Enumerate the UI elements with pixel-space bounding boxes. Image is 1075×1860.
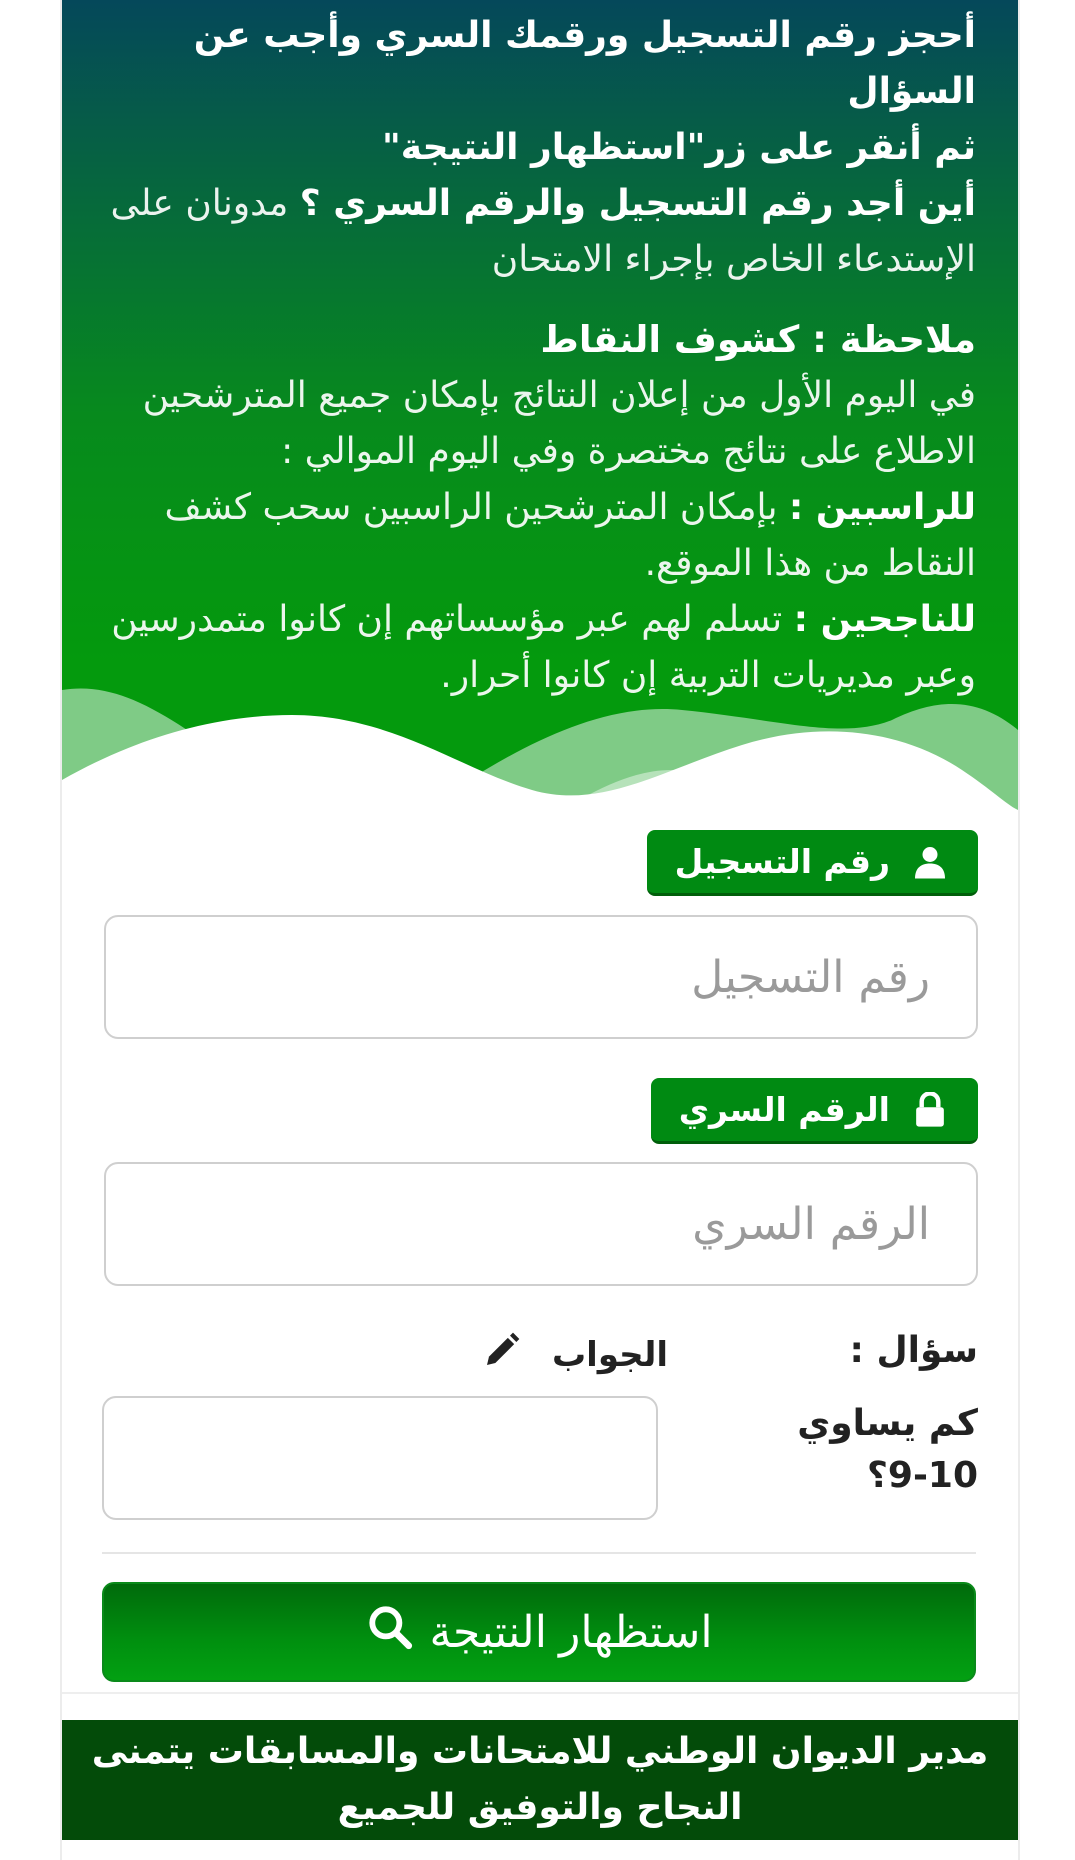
passed-text: تسلم لهم عبر مؤسساتهم إن كانوا متمدرسين وعبر مديريات التربية إن كانوا أحرار. — [111, 599, 976, 696]
question-label: سؤال : — [849, 1330, 978, 1371]
intro-line-2: ثم أنقر على زر"استظهار النتيجة" — [382, 127, 976, 168]
secret-label-badge — [651, 1078, 978, 1144]
answer-label: الجواب — [552, 1334, 669, 1375]
question-text: كم يساوي 10-9؟ — [797, 1403, 978, 1496]
footer-divider — [62, 1692, 1018, 1694]
intro-line-1: أحجز رقم التسجيل ورقمك السري وأجب عن السؤال — [193, 15, 976, 112]
divider — [102, 1552, 976, 1554]
answer-label-group — [482, 1330, 668, 1379]
failed-text: بإمكان المترشحين الراسبين سحب كشف النقاط من هذا الموقع. — [164, 487, 976, 584]
footer-message: مدير الديوان الوطني للامتحانات والمسابقات يتمنى النجاح والتوفيق للجميع — [91, 1731, 989, 1828]
where-paragraph — [104, 176, 976, 288]
lock-icon — [910, 1090, 950, 1130]
registration-label: رقم التسجيل — [674, 842, 890, 881]
answer-input[interactable] — [102, 1396, 658, 1520]
submit-label: استظهار النتيجة — [429, 1607, 713, 1657]
hero-banner — [62, 0, 1018, 830]
instructions — [104, 8, 976, 704]
note-body: في اليوم الأول من إعلان النتائج بإمكان جميع المترشحين الاطلاع على نتائج مختصرة وفي اليوم الموالي : — [142, 375, 976, 472]
footer-banner — [62, 1720, 1018, 1840]
where-answer: مدونان على الإستدعاء الخاص بإجراء الامتحان — [110, 183, 976, 280]
search-icon — [365, 1602, 415, 1663]
secret-label: الرقم السري — [678, 1090, 890, 1129]
note-title: ملاحظة : كشوف النقاط — [540, 318, 976, 361]
wave-decoration — [62, 660, 1018, 830]
user-icon — [910, 842, 950, 882]
registration-label-badge — [647, 830, 978, 896]
show-result-button[interactable] — [102, 1582, 976, 1682]
secret-number-input[interactable] — [104, 1162, 978, 1286]
pencil-icon — [482, 1330, 522, 1379]
registration-number-input[interactable] — [104, 915, 978, 1039]
where-question: أين أجد رقم التسجيل والرقم السري ؟ — [299, 183, 976, 224]
failed-paragraph — [104, 480, 976, 592]
passed-label: للناجحين : — [793, 599, 976, 640]
failed-label: للراسبين : — [788, 487, 976, 528]
page — [60, 0, 1020, 1860]
